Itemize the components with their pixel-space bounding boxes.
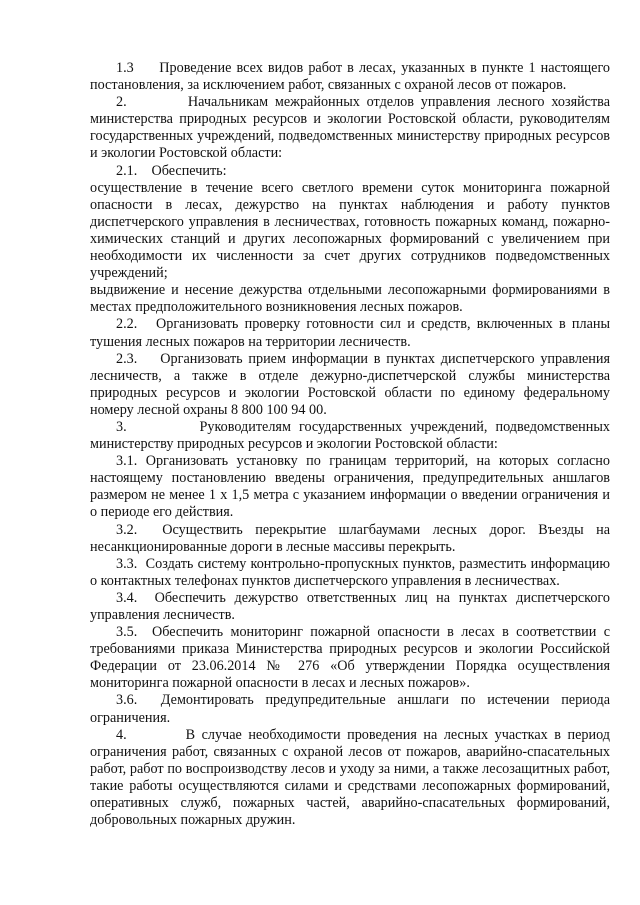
paragraph-4: 4. В случае необходимости проведения на лесных участках в период ограничения работ, связанных с охраной лесов от пожаров, аварийно-спасательных работ, работ по воспроизводству лесов и уходу за ними, а также лесозащитных работ, такие работы осуществляются силами и средствами лесопожарных формирований, оперативных служб, пожарных частей, аварийно-спасательных формирований, добровольных пожарных дружин. [90, 726, 610, 829]
paragraph-2: 2. Начальникам межрайонных отделов управления лесного хозяйства министерства природных ресурсов и экологии Ростовской области, руководителям государственных учреждений, подведомственных министерству природных ресурсов и экологии Ростовской области: [90, 94, 610, 162]
paragraph-3-4: 3.4. Обеспечить дежурство ответственных лиц на пунктах диспетчерского управления лесничеств. [90, 589, 610, 623]
paragraph-3: 3. Руководителям государственных учреждений, подведомственных министерству природных ресурсов и экологии Ростовской области: [90, 418, 610, 453]
paragraph-3-6: 3.6. Демонтировать предупредительные аншлаги по истечении периода ограничения. [90, 692, 610, 726]
paragraph-3-5: 3.5. Обеспечить мониторинг пожарной опасности в лесах в соответствии с требованиями приказа Министерства природных ресурсов и экологии Российской Федерации от 23.06.2014 № 276 «Об утверждении Порядка осуществления мониторинга пожарной опасности в лесах и лесных пожаров». [90, 624, 610, 692]
paragraph-3-1: 3.1. Организовать установку по границам территорий, на которых согласно настоящему постановлению введены ограничения, предупредительных аншлагов размером не менее 1 х 1,5 метра с указанием информации о введении ограничения и о периоде его действия. [90, 453, 610, 521]
paragraph-2-1-monitoring: осуществление в течение всего светлого времени суток мониторинга пожарной опасности в лесах, дежурство на пунктах наблюдения и работу пунктов диспетчерского управления в лесничествах, готовность пожарных команд, пожарно-химических станций и других лесопожарных формирований с увеличением при необходимости их численности за счет других сотрудников подведомственных учреждений; [90, 179, 610, 282]
paragraph-2-3: 2.3. Организовать прием информации в пунктах диспетчерского управления лесничеств, а также в отделе дежурно-диспетчерской службы министерства природных ресурсов и экологии Ростовской области по единому федеральному номеру лесной охраны 8 800 100 94 00. [90, 350, 610, 418]
paragraph-3-2: 3.2. Осуществить перекрытие шлагбаумами лесных дорог. Въезды на несанкционированные дороги в лесные массивы перекрыть. [90, 521, 610, 555]
paragraph-2-2: 2.2. Организовать проверку готовности сил и средств, включенных в планы тушения лесных пожаров на территории лесничеств. [90, 316, 610, 350]
document-body [90, 60, 610, 829]
paragraph-1-3: 1.3 Проведение всех видов работ в лесах, указанных в пункте 1 настоящего постановления, за исключением работ, связанных с охраной лесов от пожаров. [90, 60, 610, 94]
paragraph-2-1-duty: выдвижение и несение дежурства отдельными лесопожарными формированиями в местах предположительного возникновения лесных пожаров. [90, 282, 610, 316]
paragraph-2-1: 2.1. Обеспечить: [116, 162, 227, 179]
paragraph-3-3: 3.3. Создать систему контрольно-пропускных пунктов, разместить информацию о контактных телефонах пунктов диспетчерского управления в лесничествах. [90, 555, 610, 589]
